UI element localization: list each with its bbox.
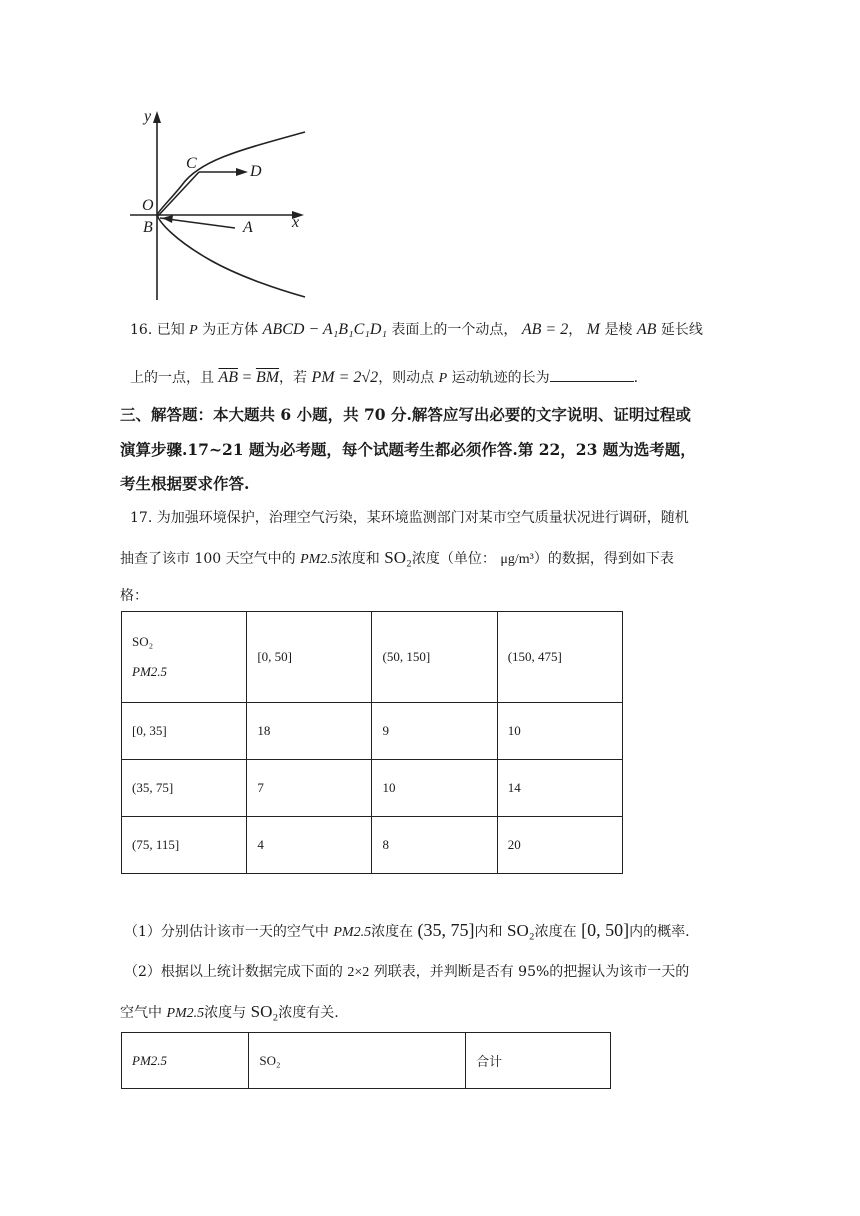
table-cell: 8 [372, 817, 497, 874]
corner-so2: SO₂ [132, 634, 154, 649]
col-header: (50, 150] [372, 612, 497, 703]
table-cell: 10 [372, 760, 497, 817]
part2-line2: 空气中 PM2.5浓度与 SO₂浓度有关. [120, 1002, 339, 1021]
row-header: (75, 115] [122, 817, 247, 874]
row-header: [0, 35] [122, 703, 247, 760]
table-cell: 7 [247, 760, 372, 817]
col-header: (150, 475] [497, 612, 622, 703]
label-B: B [143, 219, 153, 236]
answer-blank[interactable] [550, 367, 634, 382]
q16-line2: 上的一点，且 $\overline{AB} = \overline{BM}$，若 PM = 2√2，则动点 P 运动轨迹的长为 . [130, 369, 639, 386]
section3-line3: 考生根据要求作答. [120, 474, 250, 493]
table-row [122, 1033, 611, 1089]
label-C: C [186, 155, 197, 172]
table-cell: 18 [247, 703, 372, 760]
table-cell: 9 [372, 703, 497, 760]
contingency-table [121, 1032, 611, 1089]
col-header: [0, 50] [247, 612, 372, 703]
table-cell: 10 [497, 703, 622, 760]
table-cell: 合计 [466, 1033, 611, 1089]
table-row [122, 817, 623, 874]
corner-pm25: PM2.5 [132, 664, 168, 679]
part2-line1: （2）根据以上统计数据完成下面的 2×2 列联表，并判断是否有 95%的把握认为该市一天的 [124, 964, 690, 980]
label-x: x [292, 214, 300, 231]
table-row [122, 760, 623, 817]
row-header: (35, 75] [122, 760, 247, 817]
table-cell: PM2.5 [122, 1033, 249, 1089]
table-cell: 20 [497, 817, 622, 874]
table-header-row [122, 612, 623, 703]
label-O: O [142, 197, 154, 214]
section3-line1: 三、解答题：本大题共 6 小题，共 70 分.解答应写出必要的文字说明、证明过程或 [120, 405, 691, 424]
table-cell: 4 [247, 817, 372, 874]
label-D: D [250, 163, 262, 180]
q17-line1: 17. 为加强环境保护，治理空气污染，某环境监测部门对某市空气质量状况进行调研，随机 [130, 510, 689, 526]
section3-line2: 演算步骤.17~21 题为必考题，每个试题考生都必须作答.第 22，23 题为选考题， [120, 440, 696, 459]
part1-text: （1）分别估计该市一天的空气中 PM2.5浓度在 (35, 75]内和 SO₂浓度在 [0, 50]内的概率. [124, 920, 690, 940]
corner-header [122, 612, 247, 703]
table-row [122, 703, 623, 760]
label-y: y [144, 108, 152, 125]
q17-line3: 格： [120, 588, 148, 604]
data-table [121, 611, 623, 874]
q16-line1: 16. 已知 P 为正方体 ABCD − A₁B₁C₁D₁ 表面上的一个动点， AB = 2， M 是棱 AB 延长线 [130, 321, 703, 338]
table-cell: 14 [497, 760, 622, 817]
label-A: A [243, 219, 253, 236]
q17-line2: 抽查了该市 100 天空气中的 PM2.5浓度和 SO₂浓度（单位： μg/m³）的数据，得到如下表 [120, 548, 674, 567]
table-cell: SO₂ [249, 1033, 466, 1089]
